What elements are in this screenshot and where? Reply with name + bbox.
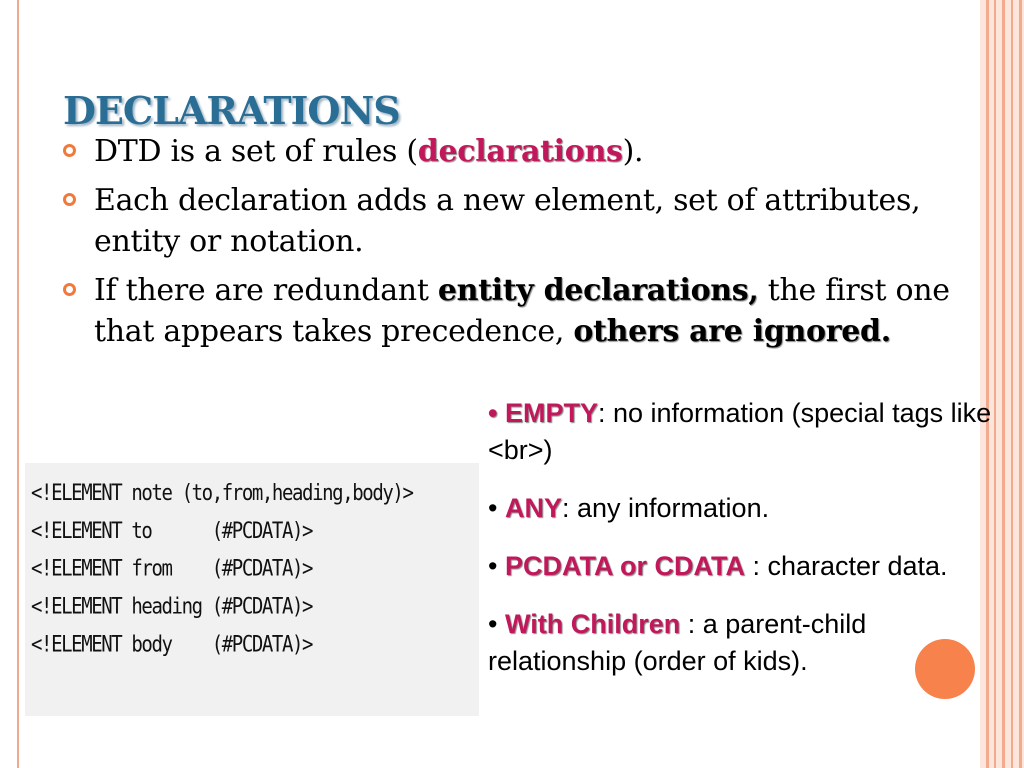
bullet-text: Each declaration adds a new element, set of attributes, entity or notation. [94,183,921,259]
bullet-text: If there are redundant [94,273,438,308]
type-bullet: • [488,493,505,523]
code-line: <!ELEMENT body (#PCDATA)> [31,632,313,658]
type-name: PCDATA or CDATA [504,551,745,581]
code-line: <!ELEMENT to (#PCDATA)> [31,518,313,544]
bullet-ring-icon [63,193,76,206]
code-line: <!ELEMENT from (#PCDATA)> [31,556,313,582]
emphasis-text: declarations [417,134,623,169]
element-type-item [488,548,1008,585]
slide-title: DECLARATIONS [63,88,400,133]
element-type-item [488,490,1008,527]
bullet-text: the first one that appears takes precedence, [94,273,950,349]
type-name: ANY [504,493,562,523]
dtd-code-block [25,463,479,716]
type-name: With Children [504,609,681,639]
code-line: <!ELEMENT heading (#PCDATA)> [31,594,313,620]
bullet-ring-icon [63,144,76,157]
type-bullet: • [488,609,505,639]
code-line: <!ELEMENT note (to,from,heading,body)> [31,480,413,506]
element-type-item [488,395,1008,469]
bullet-text: DTD is a set of rules ( [94,134,418,169]
bullet-item [62,180,992,262]
type-description: : any information. [561,493,770,523]
bullet-text: ). [622,134,644,169]
bullet-list [62,131,992,360]
emphasis-text: entity declarations, [437,273,759,308]
bullet-item [62,270,992,352]
bullet-item [62,131,992,172]
decorative-orange-circle [915,639,975,699]
type-bullet: • [488,551,505,581]
type-description: : a parent-child relationship (order of kids). [488,609,867,676]
left-border-line [17,0,19,768]
type-bullet: • [488,398,505,428]
type-name: EMPTY [504,398,598,428]
type-description: : no information (special tags like <br>) [488,398,992,465]
emphasis-text: others are ignored. [573,314,891,349]
type-description: : character data. [744,551,948,581]
bullet-ring-icon [63,283,76,296]
